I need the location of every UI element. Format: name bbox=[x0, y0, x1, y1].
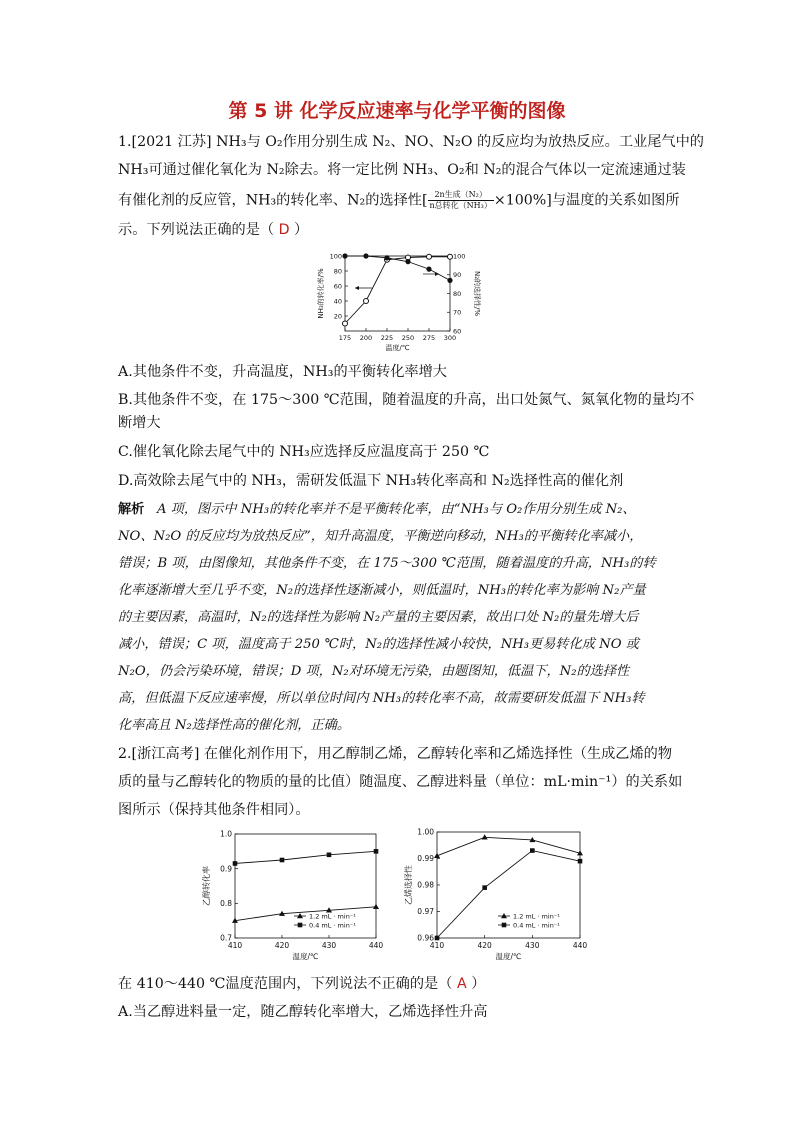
y-left-tick-label: 20 bbox=[333, 312, 342, 321]
x-tick-label: 275 bbox=[422, 334, 436, 342]
fraction-denominator: n总转化（NH₃） bbox=[429, 201, 492, 210]
q2-question-text: 在 410～440 ℃温度范围内，下列说法不正确的是（ bbox=[118, 976, 453, 992]
q1-answer: D bbox=[278, 222, 290, 238]
y-axis-label: 乙醇转化率 bbox=[202, 866, 211, 906]
solution-line-1 bbox=[118, 500, 636, 520]
y-right-axis-label: N₂的选择性/% bbox=[473, 270, 481, 317]
solution-label: 解析 bbox=[118, 502, 145, 517]
series-line-0 bbox=[437, 837, 580, 856]
series-0-point bbox=[373, 904, 379, 909]
x-axis-label: 温度/℃ bbox=[385, 344, 410, 352]
x-tick-label: 440 bbox=[572, 941, 588, 950]
solution-line-7: N₂O，仍会污染环境，错误；D 项，N₂对环境无污染，由题图知，低温下，N₂的选择性 bbox=[118, 664, 630, 679]
y-tick-label: 0.7 bbox=[220, 933, 232, 943]
y-axis-label: 乙烯选择性 bbox=[404, 865, 413, 905]
q1-question-close: ） bbox=[294, 222, 309, 238]
series-1-point bbox=[426, 267, 431, 272]
q1-line-4 bbox=[118, 220, 308, 240]
legend-label-1: 0.4 mL · min⁻¹ bbox=[513, 921, 560, 930]
x-tick-label: 410 bbox=[429, 941, 445, 950]
x-tick-label: 300 bbox=[443, 334, 457, 342]
y-left-tick-label: 100 bbox=[329, 252, 342, 261]
x-tick-label: 420 bbox=[274, 941, 290, 950]
y-left-tick-label: 40 bbox=[333, 297, 342, 306]
q1-line-2: NH₃可通过催化氧化为 N₂除去。将一定比例 NH₃、O₂和 N₂的混合气体以一定流速通过装 bbox=[118, 162, 686, 178]
ethylene-selectivity-chart bbox=[400, 824, 592, 966]
solution-line-4: 化率逐渐增大至几乎不变，N₂的选择性逐渐减小，则低温时，NH₃的转化率为影响 N₂产量 bbox=[118, 583, 646, 598]
solution-line-5: 的主要因素，高温时，N₂的选择性为影响 N₂产量的主要因素，故出口处 N₂的量先增大后 bbox=[118, 610, 639, 625]
legend-marker-1 bbox=[298, 923, 303, 928]
x-tick-label: 200 bbox=[359, 334, 373, 342]
y-left-tick-label: 60 bbox=[333, 282, 342, 291]
y-right-tick-label: 90 bbox=[453, 271, 462, 280]
right-axis-arrow-head bbox=[435, 272, 439, 276]
y-tick-label: 0.98 bbox=[417, 880, 434, 890]
series-1-point bbox=[233, 861, 238, 866]
legend-label-1: 0.4 mL · min⁻¹ bbox=[309, 921, 356, 930]
x-tick-label: 225 bbox=[380, 334, 394, 342]
solution-text-1: A 项，图示中 NH₃的转化率并不是平衡转化率，由“NH₃与 O₂作用分别生成 N₂、 bbox=[156, 502, 636, 517]
x-tick-label: 430 bbox=[321, 941, 337, 950]
selectivity-fraction bbox=[428, 190, 494, 211]
series-0-point bbox=[343, 321, 348, 326]
series-1-point bbox=[374, 849, 379, 854]
y-right-tick-label: 80 bbox=[453, 289, 462, 298]
q2-question-close: ） bbox=[471, 976, 486, 992]
series-0-point bbox=[427, 254, 432, 259]
legend-marker-0 bbox=[297, 913, 303, 918]
solution-line-3: 错误；B 项，由图像知，其他条件不变，在 175～300 ℃范围，随着温度的升高，NH₃的转 bbox=[118, 556, 656, 571]
series-1-point bbox=[405, 259, 410, 264]
x-tick-label: 250 bbox=[401, 334, 415, 342]
q1-line-3 bbox=[118, 190, 680, 211]
series-line-1 bbox=[345, 256, 450, 280]
x-axis-label: 温度/℃ bbox=[495, 952, 522, 961]
series-1-point bbox=[342, 253, 347, 258]
y-tick-label: 0.96 bbox=[417, 933, 434, 943]
series-0-point bbox=[482, 834, 488, 839]
y-left-tick-label: 80 bbox=[333, 267, 342, 276]
q1-line-3-text: 有催化剂的反应管，NH₃的转化率、N₂的选择性[ bbox=[118, 192, 428, 209]
series-0-point bbox=[364, 299, 369, 304]
q2-line-2: 质的量与乙醇转化的物质的量的比值）随温度、乙醇进料量（单位：mL·min⁻¹）的关系如 bbox=[118, 774, 683, 790]
q1-line-1: 1.[2021 江苏] NH₃与 O₂作用分别生成 N₂、NO、N₂O 的反应均为放热反应。工业尾气中的 bbox=[118, 134, 704, 150]
y-left-axis-label: NH₃的转化率/% bbox=[317, 268, 325, 319]
solution-line-6: 减小，错误；C 项，温度高于 250 ℃时，N₂的选择性减小较快，NH₃更易转化成 NO 或 bbox=[118, 637, 639, 652]
series-1-point bbox=[447, 278, 452, 283]
page-title: 第 5 讲 化学反应速率与化学平衡的图像 bbox=[228, 100, 566, 122]
legend-marker-1 bbox=[502, 923, 507, 928]
q2-question bbox=[118, 974, 485, 994]
legend-label-0: 1.2 mL · min⁻¹ bbox=[513, 912, 560, 921]
fraction-numerator: 2n生成（N₂） bbox=[428, 190, 494, 201]
y-tick-label: 0.97 bbox=[417, 907, 434, 917]
q1-option-a: A.其他条件不变，升高温度，NH₃的平衡转化率增大 bbox=[118, 364, 447, 380]
x-tick-label: 440 bbox=[368, 941, 384, 950]
x-tick-label: 410 bbox=[227, 941, 243, 950]
nh3-conversion-chart bbox=[300, 248, 490, 358]
y-tick-label: 0.8 bbox=[220, 898, 232, 908]
y-right-tick-label: 100 bbox=[453, 252, 466, 261]
q2-line-3: 图所示（保持其他条件相同）。 bbox=[118, 802, 310, 818]
series-line-1 bbox=[235, 851, 376, 863]
legend-marker-0 bbox=[501, 913, 507, 918]
x-tick-label: 430 bbox=[525, 941, 540, 950]
q2-answer: A bbox=[456, 976, 467, 992]
series-line-0 bbox=[345, 257, 450, 324]
series-1-point bbox=[482, 885, 487, 890]
q2-option-a: A.当乙醇进料量一定，随乙醇转化率增大，乙烯选择性升高 bbox=[118, 1004, 488, 1020]
solution-line-9: 化率高且 N₂选择性高的催化剂，正确。 bbox=[118, 718, 351, 733]
series-1-point bbox=[435, 936, 440, 941]
x-axis-label: 温度/℃ bbox=[292, 952, 319, 961]
q1-line-3-tail: ×100%]与温度的关系如图所 bbox=[493, 192, 680, 209]
y-tick-label: 0.99 bbox=[417, 854, 434, 864]
q2-line-1: 2.[浙江高考] 在催化剂作用下，用乙醇制乙烯，乙醇转化率和乙烯选择性（生成乙烯的物 bbox=[118, 746, 673, 762]
solution-line-8: 高，但低温下反应速率慢，所以单位时间内 NH₃的转化率不高，故需要研发低温下 NH₃转 bbox=[118, 691, 645, 706]
series-1-point bbox=[530, 848, 535, 853]
plot-frame bbox=[345, 256, 450, 331]
q1-question-text: 示。下列说法正确的是（ bbox=[118, 222, 275, 238]
y-right-tick-label: 60 bbox=[453, 327, 462, 336]
series-1-point bbox=[384, 255, 389, 260]
series-0-point bbox=[448, 254, 453, 259]
series-1-point bbox=[327, 853, 332, 858]
q1-option-d: D.高效除去尾气中的 NH₃，需研发低温下 NH₃转化率高和 N₂选择性高的催化剂 bbox=[118, 473, 624, 489]
y-tick-label: 1.00 bbox=[417, 827, 434, 837]
x-tick-label: 420 bbox=[477, 941, 492, 950]
series-1-point bbox=[578, 859, 583, 864]
y-tick-label: 1.0 bbox=[220, 829, 232, 839]
series-1-point bbox=[280, 858, 285, 863]
left-axis-arrow-head bbox=[355, 286, 359, 290]
q1-option-c: C.催化氧化除去尾气中的 NH₃应选择反应温度高于 250 ℃ bbox=[118, 444, 490, 460]
q1-option-b: B.其他条件不变，在 175～300 ℃范围，随着温度的升高，出口处氮气、氮氧化物的量均不 bbox=[118, 392, 695, 408]
x-tick-label: 175 bbox=[338, 334, 352, 342]
legend-label-0: 1.2 mL · min⁻¹ bbox=[309, 912, 356, 921]
q1-option-b-cont: 断增大 bbox=[118, 415, 161, 431]
solution-line-2: NO、N₂O 的反应均为放热反应”，知升高温度，平衡逆向移动，NH₃的平衡转化率减小， bbox=[118, 529, 643, 544]
ethanol-conversion-chart bbox=[200, 826, 390, 966]
y-right-tick-label: 70 bbox=[453, 308, 462, 317]
series-1-point bbox=[363, 253, 368, 258]
y-tick-label: 0.9 bbox=[220, 864, 232, 874]
